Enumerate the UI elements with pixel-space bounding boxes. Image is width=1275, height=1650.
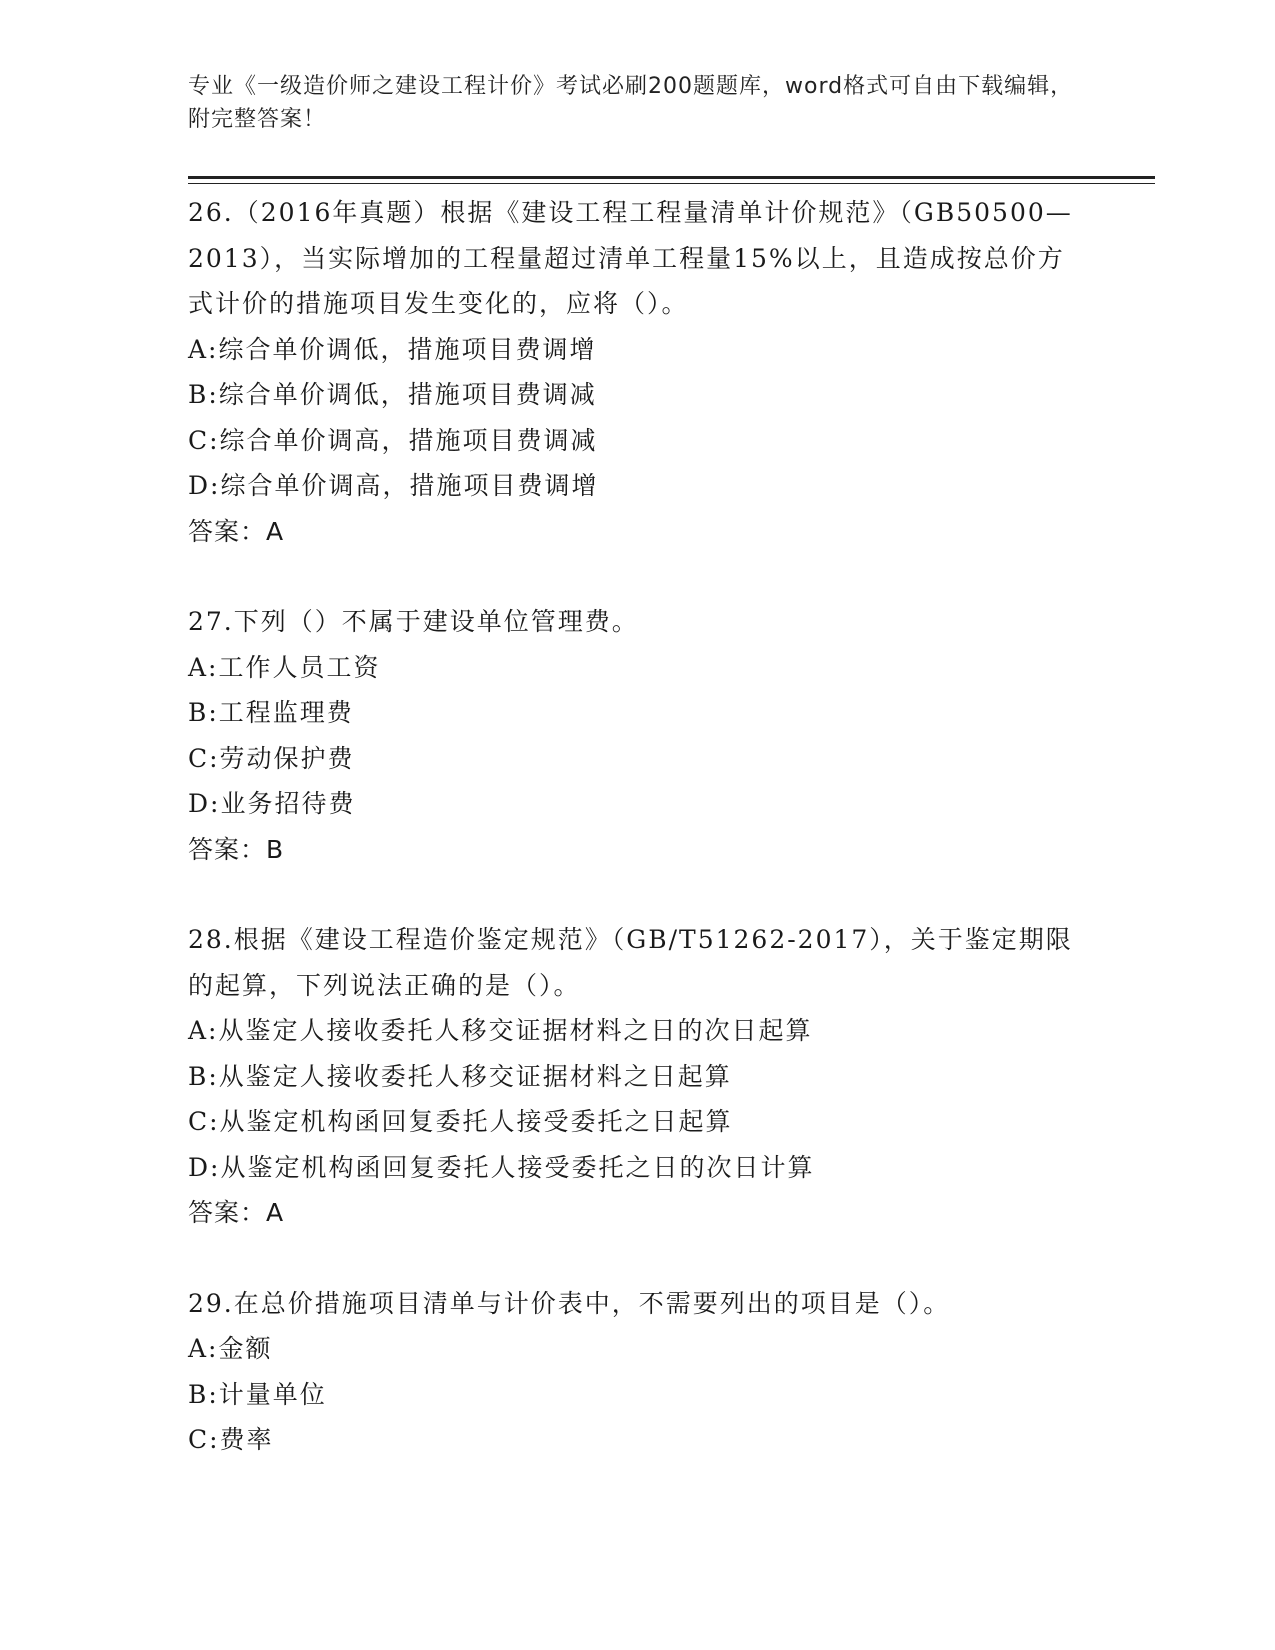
option-d: D:业务招待费 [188, 789, 356, 818]
option-d: D:综合单价调高，措施项目费调增 [188, 471, 599, 500]
question-28 [188, 917, 1088, 1236]
option-b: B:从鉴定人接收委托人移交证据材料之日起算 [188, 1061, 732, 1091]
question-stem: 27.下列（）不属于建设单位管理费。 [188, 607, 639, 636]
option-c: C:劳动保护费 [188, 743, 355, 773]
option-d: D:从鉴定机构函回复委托人接受委托之日的次日计算 [188, 1152, 815, 1182]
question-list [188, 190, 1088, 1463]
answer: 答案：A [188, 1198, 285, 1227]
option-c: C:费率 [188, 1425, 274, 1454]
question-26 [188, 190, 1088, 554]
option-a: A:金额 [188, 1334, 273, 1363]
header-divider-thick [188, 176, 1155, 179]
question-spacer [188, 872, 1088, 917]
header-divider-thin [188, 183, 1155, 184]
option-a: A:工作人员工资 [188, 652, 381, 682]
question-spacer [188, 554, 1088, 599]
question-spacer [188, 1236, 1088, 1281]
question-stem: 28.根据《建设工程造价鉴定规范》（GB/T51262-2017），关于鉴定期限的起算，下列说法正确的是（）。 [188, 925, 1073, 1000]
option-a: A:从鉴定人接收委托人移交证据材料之日的次日起算 [188, 1016, 813, 1045]
question-29 [188, 1281, 1088, 1463]
option-b: B:计量单位 [188, 1379, 327, 1409]
document-header: 专业《一级造价师之建设工程计价》考试必刷200题题库，word格式可自由下载编辑，附完整答案！ [188, 74, 1074, 132]
option-b: B:综合单价调低，措施项目费调减 [188, 380, 597, 409]
question-27 [188, 599, 1088, 872]
option-c: C:综合单价调高，措施项目费调减 [188, 425, 598, 455]
answer: 答案：A [188, 516, 285, 546]
option-b: B:工程监理费 [188, 698, 354, 727]
question-stem: 29.在总价措施项目清单与计价表中，不需要列出的项目是（）。 [188, 1288, 951, 1318]
option-c: C:从鉴定机构函回复委托人接受委托之日起算 [188, 1107, 733, 1136]
question-stem: 26.（2016年真题）根据《建设工程工程量清单计价规范》（GB50500—2013），当实际增加的工程量超过清单工程量15%以上，且造成按总价方式计价的措施项目发生变化的，应将（）。 [188, 198, 1073, 318]
answer: 答案：B [188, 834, 285, 864]
option-a: A:综合单价调低，措施项目费调增 [188, 334, 597, 364]
